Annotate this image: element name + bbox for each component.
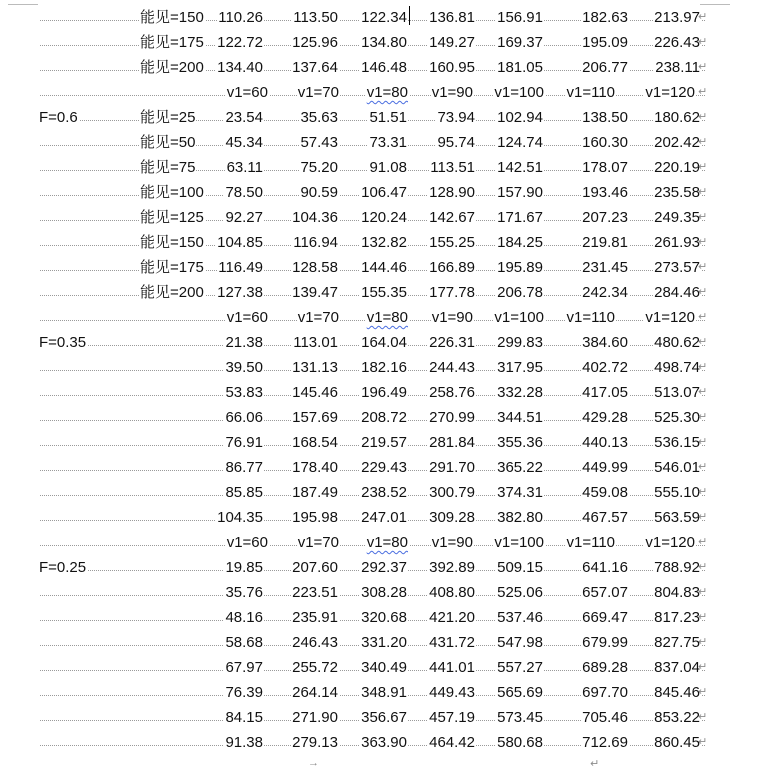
value-cell: 480.62 bbox=[653, 330, 701, 355]
visibility-label: 能见=175 bbox=[139, 255, 205, 280]
value-cell: 292.37 bbox=[360, 555, 408, 580]
value-cell: 565.69 bbox=[496, 680, 544, 705]
paragraph-mark: ↵ bbox=[698, 161, 708, 173]
value-cell: 160.30 bbox=[581, 130, 629, 155]
value-cell: 299.83 bbox=[496, 330, 544, 355]
value-cell: 573.45 bbox=[496, 705, 544, 730]
value-cell: 827.75 bbox=[653, 630, 701, 655]
value-cell: 408.80 bbox=[428, 580, 476, 605]
value-cell: 134.40 bbox=[216, 55, 264, 80]
visibility-label: 能见=200 bbox=[139, 280, 205, 305]
table-header-row bbox=[0, 305, 772, 330]
table-row bbox=[0, 205, 772, 230]
value-cell: 92.27 bbox=[224, 205, 264, 230]
value-cell: 95.74 bbox=[436, 130, 476, 155]
paragraph-mark: ↵ bbox=[698, 36, 708, 48]
value-cell: 555.10 bbox=[653, 480, 701, 505]
value-cell: 19.85 bbox=[224, 555, 264, 580]
paragraph-mark: ↵ bbox=[698, 486, 708, 498]
table-row bbox=[0, 580, 772, 605]
value-cell: 195.89 bbox=[496, 255, 544, 280]
value-cell: 84.15 bbox=[224, 705, 264, 730]
value-cell: 116.94 bbox=[292, 230, 339, 255]
value-cell: 169.37 bbox=[496, 30, 544, 55]
value-cell: 180.62 bbox=[653, 105, 701, 130]
paragraph-mark: ↵ bbox=[698, 411, 708, 423]
value-cell: 344.51 bbox=[496, 405, 544, 430]
column-header: v1=90 bbox=[431, 530, 474, 555]
column-header: v1=120 bbox=[644, 530, 696, 555]
value-cell: 219.57 bbox=[360, 430, 408, 455]
table-row bbox=[0, 55, 772, 80]
table-row bbox=[0, 405, 772, 430]
value-cell: 365.22 bbox=[496, 455, 544, 480]
value-cell: 187.49 bbox=[291, 480, 339, 505]
value-cell: 459.08 bbox=[581, 480, 629, 505]
table-row bbox=[0, 105, 772, 130]
value-cell: 220.19 bbox=[653, 155, 701, 180]
value-cell: 120.24 bbox=[360, 205, 408, 230]
value-cell: 58.68 bbox=[224, 630, 264, 655]
value-cell: 104.35 bbox=[216, 505, 264, 530]
paragraph-mark: ↵ bbox=[698, 461, 708, 473]
value-cell: 331.20 bbox=[360, 630, 408, 655]
value-cell: 155.35 bbox=[360, 280, 408, 305]
value-cell: 421.20 bbox=[428, 605, 476, 630]
value-cell: 498.74 bbox=[653, 355, 701, 380]
value-cell: 178.40 bbox=[291, 455, 339, 480]
value-cell: 149.27 bbox=[428, 30, 476, 55]
column-header: v1=80 bbox=[366, 305, 409, 330]
value-cell: 374.31 bbox=[496, 480, 544, 505]
value-cell: 102.94 bbox=[496, 105, 544, 130]
paragraph-mark: ↵ bbox=[698, 661, 708, 673]
value-cell: 57.43 bbox=[299, 130, 339, 155]
column-header: v1=100 bbox=[493, 80, 545, 105]
paragraph-mark: ↵ bbox=[698, 636, 708, 648]
value-cell: 525.06 bbox=[496, 580, 544, 605]
value-cell: 157.90 bbox=[496, 180, 544, 205]
value-cell: 136.81 bbox=[428, 5, 476, 30]
value-cell: 309.28 bbox=[428, 505, 476, 530]
paragraph-mark: ↵ bbox=[698, 236, 708, 248]
value-cell: 86.77 bbox=[224, 455, 264, 480]
value-cell: 144.46 bbox=[360, 255, 408, 280]
value-cell: 145.46 bbox=[291, 380, 339, 405]
value-cell: 75.20 bbox=[299, 155, 339, 180]
value-cell: 131.13 bbox=[291, 355, 339, 380]
column-header: v1=120 bbox=[644, 305, 696, 330]
column-header: v1=90 bbox=[431, 80, 474, 105]
table-row bbox=[0, 355, 772, 380]
value-cell: 177.78 bbox=[428, 280, 476, 305]
value-cell: 641.16 bbox=[581, 555, 629, 580]
value-cell: 837.04 bbox=[653, 655, 701, 680]
value-cell: 300.79 bbox=[428, 480, 476, 505]
value-cell: 308.28 bbox=[360, 580, 408, 605]
paragraph-mark: ↵ bbox=[698, 711, 708, 723]
value-cell: 139.47 bbox=[291, 280, 339, 305]
value-cell: 679.99 bbox=[581, 630, 629, 655]
value-cell: 138.50 bbox=[581, 105, 629, 130]
value-cell: 206.77 bbox=[581, 55, 629, 80]
paragraph-mark: ↵ bbox=[698, 436, 708, 448]
value-cell: 91.38 bbox=[224, 730, 264, 755]
value-cell: 106.47 bbox=[360, 180, 408, 205]
value-cell: 208.72 bbox=[360, 405, 408, 430]
value-cell: 536.15 bbox=[653, 430, 701, 455]
value-cell: 402.72 bbox=[581, 355, 629, 380]
value-cell: 464.42 bbox=[428, 730, 476, 755]
value-cell: 122.34 bbox=[360, 5, 408, 30]
tab-mark: → bbox=[308, 757, 319, 769]
paragraph-mark: ↵ bbox=[698, 511, 708, 523]
value-cell: 270.99 bbox=[428, 405, 476, 430]
value-cell: 164.04 bbox=[360, 330, 408, 355]
value-cell: 363.90 bbox=[360, 730, 408, 755]
value-cell: 207.60 bbox=[291, 555, 339, 580]
value-cell: 156.91 bbox=[496, 5, 544, 30]
value-cell: 76.39 bbox=[224, 680, 264, 705]
table-row bbox=[0, 180, 772, 205]
value-cell: 429.28 bbox=[581, 405, 629, 430]
paragraph-mark: ↵ bbox=[698, 211, 708, 223]
value-cell: 23.54 bbox=[224, 105, 264, 130]
column-header: v1=70 bbox=[297, 530, 340, 555]
paragraph-mark: ↵ bbox=[698, 561, 708, 573]
visibility-label: 能见=100 bbox=[139, 180, 205, 205]
column-header: v1=60 bbox=[226, 305, 269, 330]
value-cell: 348.91 bbox=[360, 680, 408, 705]
value-cell: 657.07 bbox=[581, 580, 629, 605]
value-cell: 689.28 bbox=[581, 655, 629, 680]
value-cell: 449.43 bbox=[428, 680, 476, 705]
value-cell: 45.34 bbox=[224, 130, 264, 155]
value-cell: 124.74 bbox=[496, 130, 544, 155]
paragraph-mark: ↵ bbox=[698, 336, 708, 348]
value-cell: 291.70 bbox=[428, 455, 476, 480]
value-cell: 509.15 bbox=[496, 555, 544, 580]
table-row bbox=[0, 705, 772, 730]
paragraph-mark: ↵ bbox=[698, 111, 708, 123]
paragraph-mark: ↵ bbox=[698, 261, 708, 273]
value-cell: 258.76 bbox=[428, 380, 476, 405]
table-row bbox=[0, 680, 772, 705]
table-row bbox=[0, 730, 772, 755]
value-cell: 580.68 bbox=[496, 730, 544, 755]
value-cell: 125.96 bbox=[291, 30, 339, 55]
table-row bbox=[0, 30, 772, 55]
value-cell: 431.72 bbox=[428, 630, 476, 655]
value-cell: 384.60 bbox=[581, 330, 629, 355]
table-row bbox=[0, 330, 772, 355]
value-cell: 229.43 bbox=[360, 455, 408, 480]
paragraph-mark: ↵ bbox=[698, 536, 708, 548]
value-cell: 196.49 bbox=[360, 380, 408, 405]
paragraph-mark: ↵ bbox=[698, 361, 708, 373]
value-cell: 238.52 bbox=[360, 480, 408, 505]
value-cell: 104.85 bbox=[216, 230, 264, 255]
value-cell: 563.59 bbox=[653, 505, 701, 530]
table-header-row bbox=[0, 530, 772, 555]
value-cell: 705.46 bbox=[581, 705, 629, 730]
visibility-label: 能见=125 bbox=[139, 205, 205, 230]
value-cell: 440.13 bbox=[581, 430, 629, 455]
table-row bbox=[0, 155, 772, 180]
paragraph-mark: ↵ bbox=[698, 286, 708, 298]
value-cell: 712.69 bbox=[581, 730, 629, 755]
value-cell: 63.11 bbox=[226, 155, 264, 180]
value-cell: 110.26 bbox=[217, 5, 264, 30]
paragraph-mark: ↵ bbox=[698, 61, 708, 73]
value-cell: 48.16 bbox=[224, 605, 264, 630]
value-cell: 66.06 bbox=[224, 405, 264, 430]
column-header: v1=70 bbox=[297, 305, 340, 330]
paragraph-mark: ↵ bbox=[698, 386, 708, 398]
table-row bbox=[0, 455, 772, 480]
value-cell: 246.43 bbox=[291, 630, 339, 655]
value-cell: 231.45 bbox=[581, 255, 629, 280]
value-cell: 113.51 bbox=[429, 155, 476, 180]
value-cell: 128.58 bbox=[291, 255, 339, 280]
value-cell: 546.01 bbox=[653, 455, 701, 480]
value-cell: 449.99 bbox=[581, 455, 629, 480]
value-cell: 146.48 bbox=[360, 55, 408, 80]
value-cell: 90.59 bbox=[299, 180, 339, 205]
value-cell: 284.46 bbox=[653, 280, 701, 305]
paragraph-mark: ↵ bbox=[698, 586, 708, 598]
visibility-label: 能见=150 bbox=[139, 5, 205, 30]
table-header-row bbox=[0, 80, 772, 105]
value-cell: 788.92 bbox=[653, 555, 701, 580]
value-cell: 207.23 bbox=[581, 205, 629, 230]
value-cell: 155.25 bbox=[428, 230, 476, 255]
value-cell: 78.50 bbox=[224, 180, 264, 205]
f-value-label: F=0.35 bbox=[38, 330, 87, 355]
value-cell: 182.16 bbox=[360, 355, 408, 380]
value-cell: 817.23 bbox=[653, 605, 701, 630]
paragraph-mark: ↵ bbox=[698, 686, 708, 698]
column-header: v1=120 bbox=[644, 80, 696, 105]
value-cell: 557.27 bbox=[496, 655, 544, 680]
value-cell: 845.46 bbox=[653, 680, 701, 705]
column-header: v1=80 bbox=[366, 80, 409, 105]
value-cell: 73.94 bbox=[436, 105, 476, 130]
value-cell: 171.67 bbox=[496, 205, 544, 230]
table-row bbox=[0, 5, 772, 30]
value-cell: 193.46 bbox=[581, 180, 629, 205]
value-cell: 53.83 bbox=[224, 380, 264, 405]
table-row bbox=[0, 605, 772, 630]
value-cell: 76.91 bbox=[224, 430, 264, 455]
value-cell: 244.43 bbox=[428, 355, 476, 380]
value-cell: 182.63 bbox=[581, 5, 629, 30]
value-cell: 226.43 bbox=[653, 30, 701, 55]
table-row bbox=[0, 555, 772, 580]
value-cell: 178.07 bbox=[581, 155, 629, 180]
value-cell: 320.68 bbox=[360, 605, 408, 630]
column-header: v1=110 bbox=[565, 80, 616, 105]
table-row bbox=[0, 230, 772, 255]
value-cell: 261.93 bbox=[653, 230, 701, 255]
value-cell: 157.69 bbox=[291, 405, 339, 430]
value-cell: 804.83 bbox=[653, 580, 701, 605]
value-cell: 35.63 bbox=[299, 105, 339, 130]
value-cell: 113.50 bbox=[292, 5, 339, 30]
value-cell: 181.05 bbox=[496, 55, 544, 80]
value-cell: 255.72 bbox=[291, 655, 339, 680]
value-cell: 195.98 bbox=[291, 505, 339, 530]
value-cell: 264.14 bbox=[291, 680, 339, 705]
table-row bbox=[0, 505, 772, 530]
table-row bbox=[0, 280, 772, 305]
column-header: v1=110 bbox=[565, 305, 616, 330]
table-row bbox=[0, 480, 772, 505]
value-cell: 525.30 bbox=[653, 405, 701, 430]
column-header: v1=60 bbox=[226, 80, 269, 105]
value-cell: 206.78 bbox=[496, 280, 544, 305]
table-row bbox=[0, 130, 772, 155]
paragraph-mark: ↵ bbox=[698, 11, 708, 23]
value-cell: 356.67 bbox=[360, 705, 408, 730]
value-cell: 860.45 bbox=[653, 730, 701, 755]
value-cell: 116.49 bbox=[217, 255, 264, 280]
value-cell: 247.01 bbox=[360, 505, 408, 530]
value-cell: 417.05 bbox=[581, 380, 629, 405]
value-cell: 226.31 bbox=[428, 330, 476, 355]
column-header: v1=70 bbox=[297, 80, 340, 105]
value-cell: 457.19 bbox=[428, 705, 476, 730]
value-cell: 279.13 bbox=[291, 730, 339, 755]
paragraph-mark: ↵ bbox=[590, 758, 600, 770]
value-cell: 340.49 bbox=[360, 655, 408, 680]
paragraph-mark: ↵ bbox=[698, 311, 708, 323]
value-cell: 168.54 bbox=[291, 430, 339, 455]
value-cell: 249.35 bbox=[653, 205, 701, 230]
value-cell: 219.81 bbox=[581, 230, 629, 255]
value-cell: 547.98 bbox=[496, 630, 544, 655]
table-row bbox=[0, 430, 772, 455]
visibility-label: 能见=175 bbox=[139, 30, 205, 55]
value-cell: 184.25 bbox=[496, 230, 544, 255]
value-cell: 127.38 bbox=[216, 280, 264, 305]
value-cell: 67.97 bbox=[224, 655, 264, 680]
value-cell: 281.84 bbox=[428, 430, 476, 455]
paragraph-mark: ↵ bbox=[698, 736, 708, 748]
value-cell: 238.11 bbox=[654, 55, 701, 80]
value-cell: 537.46 bbox=[496, 605, 544, 630]
value-cell: 39.50 bbox=[224, 355, 264, 380]
value-cell: 73.31 bbox=[368, 130, 408, 155]
value-cell: 85.85 bbox=[224, 480, 264, 505]
paragraph-mark: ↵ bbox=[698, 611, 708, 623]
value-cell: 202.42 bbox=[653, 130, 701, 155]
f-value-label: F=0.6 bbox=[38, 105, 79, 130]
value-cell: 317.95 bbox=[496, 355, 544, 380]
value-cell: 853.22 bbox=[653, 705, 701, 730]
value-cell: 122.72 bbox=[216, 30, 264, 55]
column-header: v1=60 bbox=[226, 530, 269, 555]
value-cell: 142.67 bbox=[428, 205, 476, 230]
column-header: v1=80 bbox=[366, 530, 409, 555]
value-cell: 467.57 bbox=[581, 505, 629, 530]
visibility-label: 能见=75 bbox=[139, 155, 196, 180]
value-cell: 513.07 bbox=[653, 380, 701, 405]
column-header: v1=110 bbox=[565, 530, 616, 555]
value-cell: 104.36 bbox=[291, 205, 339, 230]
value-cell: 160.95 bbox=[428, 55, 476, 80]
value-cell: 213.97 bbox=[653, 5, 701, 30]
value-cell: 91.08 bbox=[368, 155, 408, 180]
value-cell: 271.90 bbox=[291, 705, 339, 730]
value-cell: 441.01 bbox=[428, 655, 476, 680]
value-cell: 128.90 bbox=[428, 180, 476, 205]
value-cell: 235.58 bbox=[653, 180, 701, 205]
value-cell: 21.38 bbox=[224, 330, 264, 355]
value-cell: 332.28 bbox=[496, 380, 544, 405]
value-cell: 392.89 bbox=[428, 555, 476, 580]
value-cell: 195.09 bbox=[581, 30, 629, 55]
value-cell: 242.34 bbox=[581, 280, 629, 305]
value-cell: 669.47 bbox=[581, 605, 629, 630]
table-row bbox=[0, 380, 772, 405]
paragraph-mark: ↵ bbox=[698, 86, 708, 98]
visibility-label: 能见=25 bbox=[139, 105, 196, 130]
value-cell: 273.57 bbox=[653, 255, 701, 280]
value-cell: 132.82 bbox=[360, 230, 408, 255]
value-cell: 166.89 bbox=[428, 255, 476, 280]
visibility-label: 能见=150 bbox=[139, 230, 205, 255]
paragraph-mark: ↵ bbox=[698, 186, 708, 198]
value-cell: 235.91 bbox=[291, 605, 339, 630]
table-row bbox=[0, 630, 772, 655]
value-cell: 697.70 bbox=[581, 680, 629, 705]
value-cell: 134.80 bbox=[360, 30, 408, 55]
value-cell: 355.36 bbox=[496, 430, 544, 455]
table-row bbox=[0, 255, 772, 280]
value-cell: 142.51 bbox=[496, 155, 544, 180]
column-header: v1=90 bbox=[431, 305, 474, 330]
paragraph-mark: ↵ bbox=[698, 136, 708, 148]
value-cell: 35.76 bbox=[224, 580, 264, 605]
value-cell: 382.80 bbox=[496, 505, 544, 530]
visibility-label: 能见=50 bbox=[139, 130, 196, 155]
column-header: v1=100 bbox=[493, 530, 545, 555]
table-row bbox=[0, 655, 772, 680]
value-cell: 223.51 bbox=[291, 580, 339, 605]
value-cell: 137.64 bbox=[291, 55, 339, 80]
value-cell: 113.01 bbox=[292, 330, 339, 355]
f-value-label: F=0.25 bbox=[38, 555, 87, 580]
value-cell: 51.51 bbox=[368, 105, 408, 130]
visibility-label: 能见=200 bbox=[139, 55, 205, 80]
column-header: v1=100 bbox=[493, 305, 545, 330]
